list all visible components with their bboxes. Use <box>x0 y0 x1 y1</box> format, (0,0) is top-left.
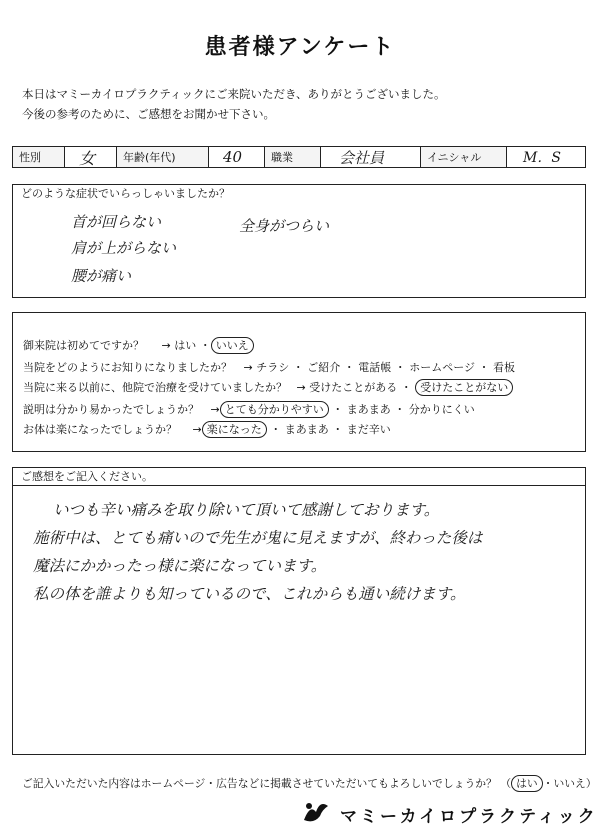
symptoms-heading: どのような症状でいらっしゃいましたか？ <box>21 187 230 200</box>
info-row <box>12 146 586 168</box>
gender-value[interactable]: 女 <box>65 147 117 167</box>
answer-not-received-selected[interactable]: 受けたことがない <box>415 379 513 396</box>
age-label: 年齢(年代) <box>117 147 209 167</box>
answer-other-options[interactable]: ・ まあまあ ・ 分かりにくい <box>332 403 475 416</box>
question-text: 当院をどのようにお知りになりましたか？ <box>23 361 232 374</box>
question-text: 御来院は初めてですか？ <box>23 339 144 352</box>
symptom-item: 腰が痛い <box>71 267 132 285</box>
comment-line: 魔法にかかったっ様に楽になっています。 <box>33 557 327 575</box>
comment-line: いつも辛い痛みを取り除いて頂いて感謝しております。 <box>53 501 440 519</box>
question-first-visit: 御来院は初めてですか？ → はい ・ いいえ <box>23 337 254 354</box>
page-title: 患者様アンケート <box>204 35 396 60</box>
question-text: お体は楽になったでしょうか？ <box>23 423 177 436</box>
symptoms-section <box>12 184 586 298</box>
answer-very-clear-selected[interactable]: とても分かりやすい <box>220 401 329 418</box>
gender-label: 性別 <box>13 147 65 167</box>
publish-consent: ご記入いただいた内容はホームページ・広告などに掲載させていただいてもよろしいでしょうか？ （ はい ・いいえ） <box>22 777 597 790</box>
symptom-item: 全身がつらい <box>239 217 330 235</box>
consent-question: ご記入いただいた内容はホームページ・広告などに掲載させていただいてもよろしいでしょうか？ <box>22 777 497 790</box>
initial-label: イニシャル <box>421 147 507 167</box>
question-text: 説明は分かり易かったでしょうか？ <box>23 403 199 416</box>
answer-other-options[interactable]: ・ まあまあ ・ まだ辛い <box>270 423 391 436</box>
question-feel-better: お体は楽になったでしょうか？ → 楽になった ・ まあまあ ・ まだ辛い <box>23 423 391 436</box>
question-prior-treatment: 当院に来る以前に、他院で治療を受けていましたか？ → 受けたことがある ・ 受けたことがない <box>23 379 513 396</box>
job-value[interactable]: 会社員 <box>321 147 421 167</box>
symptom-item: 首が回らない <box>71 213 162 231</box>
initial-value[interactable]: M．S <box>523 150 561 166</box>
symptom-item: 肩が上がらない <box>71 239 177 257</box>
consent-yes-selected[interactable]: はい <box>511 775 543 792</box>
bird-logo-icon <box>300 798 332 826</box>
intro-line-1: 本日はマミーカイロプラクティックにご来院いただき、ありがとうございました。 <box>22 87 446 101</box>
answer-better-selected[interactable]: 楽になった <box>202 421 267 438</box>
comment-line: 私の体を誰よりも知っているので、これからも通い続けます。 <box>33 585 466 603</box>
consent-no[interactable]: いいえ <box>553 777 586 790</box>
intro-line-2: 今後の参考のために、ご感想をお聞かせ下さい。 <box>22 107 275 121</box>
question-how-known <box>23 359 515 375</box>
answer-yes[interactable]: はい <box>174 339 197 352</box>
answer-received[interactable]: 受けたことがある <box>309 381 398 394</box>
question-text: 当院に来る以前に、他院で治療を受けていましたか？ <box>23 381 287 394</box>
question-explanation: 説明は分かり易かったでしょうか？ → とても分かりやすい ・ まあまあ ・ 分かりにくい <box>23 403 475 416</box>
age-value[interactable]: 40 <box>209 147 265 167</box>
comment-line: 施術中は、とても痛いので先生が鬼に見えますが、終わった後は <box>33 529 483 547</box>
clinic-logo-text: マミーカイロプラクティック <box>340 807 598 827</box>
comments-heading: ご感想をご記入ください。 <box>13 468 585 486</box>
questions-section <box>12 312 586 452</box>
answer-no-selected[interactable]: いいえ <box>211 337 254 354</box>
answer-options[interactable]: → チラシ ・ ご紹介 ・ 電話帳 ・ ホームページ ・ 看板 <box>243 361 515 374</box>
job-label: 職業 <box>265 147 321 167</box>
comments-section <box>12 467 586 755</box>
